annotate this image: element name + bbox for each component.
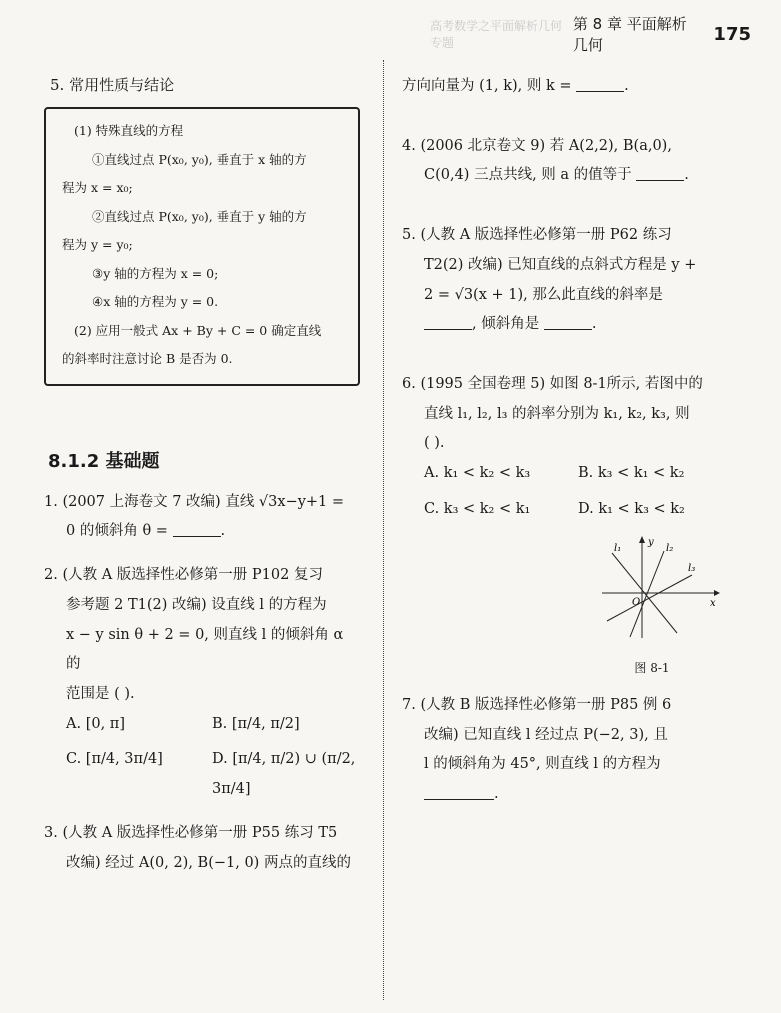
question-line: 2. (人教 A 版选择性必修第一册 P102 复习 [44, 567, 323, 584]
question-text: C(0,4) 三点共线, 则 a 的值等于 [424, 167, 632, 184]
question-3 [44, 819, 358, 878]
question-line: C(0,4) 三点共线, 则 a 的值等于 . [424, 167, 689, 184]
y-label: y [648, 536, 654, 548]
box-line: ④x 轴的方程为 y = 0. [92, 294, 219, 310]
figure-8-1 [592, 533, 732, 681]
x-axis-arrow [714, 590, 720, 596]
box-line: ③y 轴的方程为 x = 0; [92, 265, 219, 281]
question-line: 7. (人教 B 版选择性必修第一册 P85 例 6 [402, 696, 672, 713]
question-line: . [402, 780, 732, 810]
question-text: 0 的倾斜角 θ = [66, 523, 168, 540]
question-line: x − y sin θ + 2 = 0, 则直线 l 的倾斜角 α 的 [66, 626, 344, 673]
box-line: ②直线过点 P(x₀, y₀), 垂直于 y 轴的方 [92, 208, 307, 224]
box-line: ①直线过点 P(x₀, y₀), 垂直于 x 轴的方 [92, 151, 307, 167]
section-title: 8.1.2 基础题 [48, 450, 160, 472]
y-axis-arrow [639, 536, 645, 543]
box-line: 程为 x = x₀; [62, 180, 133, 196]
l2-label: l₂ [666, 542, 674, 554]
l1-label: l₁ [614, 542, 622, 554]
question-line: 4. (2006 北京卷文 9) 若 A(2,2), B(a,0), [402, 137, 672, 154]
right-column [402, 72, 732, 840]
question-line: 3. (人教 A 版选择性必修第一册 P55 练习 T5 [44, 824, 338, 841]
answer-blank [424, 315, 472, 331]
option-b: B. k₃ < k₁ < k₂ [578, 465, 685, 482]
answer-blank [576, 77, 624, 93]
option-c: C. k₃ < k₂ < k₁ [424, 500, 531, 517]
question-4 [402, 132, 732, 191]
question-6 [402, 370, 732, 681]
question-line: T2(2) 改编) 已知直线的点斜式方程是 y + [424, 256, 697, 273]
question-1 [44, 488, 358, 547]
box-line: 的斜率时注意讨论 B 是否为 0. [62, 351, 233, 367]
bleed-through-text: 高考数学之平面解析几何专题 [430, 19, 563, 50]
question-line: 直线 l₁, l₂, l₃ 的斜率分别为 k₁, k₂, k₃, 则 [424, 405, 690, 422]
question-line: , 倾斜角是 . [402, 310, 732, 340]
lines-figure [592, 533, 722, 643]
option-d: D. [π/4, π/2) ∪ (π/2, 3π/4] [212, 751, 356, 798]
l3-label: l₃ [688, 562, 696, 574]
option-a: A. k₁ < k₂ < k₃ [424, 465, 531, 482]
question-line: 6. (1995 全国卷理 5) 如图 8-1所示, 若图中的 [402, 376, 703, 393]
subsection-title: 5. 常用性质与结论 [50, 76, 175, 94]
options [402, 459, 732, 524]
box-line: (2) 应用一般式 Ax + By + C = 0 确定直线 [74, 322, 322, 338]
question-line: 范围是 ( ). [66, 685, 135, 702]
box-line: 程为 y = y₀; [62, 237, 133, 253]
column-divider [383, 60, 384, 1000]
page-header [0, 15, 781, 54]
answer-blank [636, 166, 684, 182]
option-d: D. k₁ < k₃ < k₂ [578, 500, 685, 517]
question-line: 改编) 已知直线 l 经过点 P(−2, 3), 且 [424, 726, 668, 743]
origin-label: O [632, 596, 641, 608]
left-column [44, 72, 358, 892]
answer-blank [544, 315, 592, 331]
line-l3 [607, 575, 692, 621]
option-b: B. [π/4, π/2] [212, 715, 300, 732]
question-2 [44, 561, 358, 805]
options [44, 710, 358, 805]
question-5 [402, 221, 732, 340]
question-line: 改编) 经过 A(0, 2), B(−1, 0) 两点的直线的 [66, 854, 351, 871]
line-l2 [630, 551, 664, 637]
conclusion-box [44, 107, 360, 386]
answer-blank [424, 785, 494, 801]
question-line: 2 = √3(x + 1), 那么此直线的斜率是 [424, 286, 663, 303]
option-a: A. [0, π] [66, 715, 125, 732]
page-number: 175 [713, 23, 751, 45]
question-7 [402, 691, 732, 810]
option-c: C. [π/4, 3π/4] [66, 751, 163, 768]
question-line: 1. (2007 上海卷文 7 改编) 直线 √3x−y+1 = [44, 493, 345, 510]
question-line: 5. (人教 A 版选择性必修第一册 P62 练习 [402, 227, 672, 244]
question-line: 方向向量为 (1, k), 则 k = . [402, 78, 629, 94]
answer-blank [173, 522, 221, 538]
figure-caption: 图 8-1 [634, 661, 670, 676]
box-line: (1) 特殊直线的方程 [74, 123, 184, 139]
question-line: 0 的倾斜角 θ = . [66, 523, 226, 540]
question-line: l 的倾斜角为 45°, 则直线 l 的方程为 [424, 756, 661, 773]
question-line: ( ). [424, 435, 445, 452]
chapter-title: 第 8 章 平面解析几何 [572, 15, 687, 54]
x-label: x [710, 597, 716, 609]
question-text: , 倾斜角是 [472, 316, 540, 333]
question-3-cont [402, 72, 732, 102]
question-line: 参考题 2 T1(2) 改编) 设直线 l 的方程为 [66, 596, 327, 613]
question-text: 方向向量为 (1, k), 则 k = [402, 78, 572, 94]
